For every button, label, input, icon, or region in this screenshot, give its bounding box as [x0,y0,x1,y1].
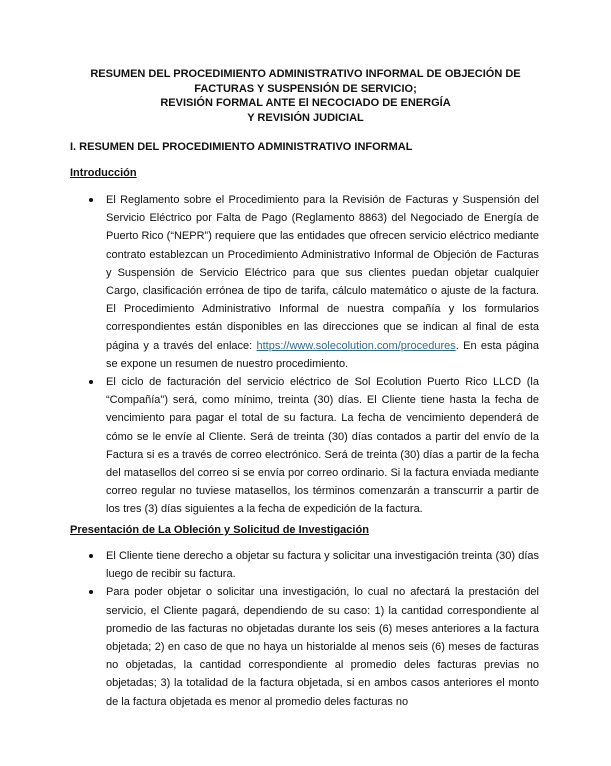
intro-heading: Introducción [70,167,137,179]
intro-item-1-text: El Reglamento sobre el Procedimiento para la Revisión de Facturas y Suspensión del Servicio Eléctrico por Falta de Pago (Reglamento 8863) del Negociado de Energía de Puerto Rico (“NEPR”) requiere que las entidades que ofrecen servicio eléctrico mediante contrato establezcan un Procedimiento Administrativo Informal de Objeción de Facturas y Suspensión de Servicio Eléctrico para que sus clientes puedan objetar cualquier Cargo, clasificación errónea de tipo de tarifa, cálculo matemático o ajuste de la factura. El Procedimiento Administrativo Informal de nuestra compañía y los formularios correspondientes están disponibles en las direcciones que se indican al final de esta página y a través del enlace: [106,194,539,352]
section-heading: I. RESUMEN DEL PROCEDIMIENTO ADMINISTRATIVO INFORMAL [70,141,413,153]
presentation-list [106,547,539,711]
intro-list [106,191,539,519]
list-item [106,191,539,373]
list-item: El ciclo de facturación del servicio eléctrico de Sol Ecolution Puerto Rico LLCD (la “Compañía") será, como mínimo, treinta (30) días. El Cliente tiene hasta la fecha de vencimiento para pagar el total de su factura. La fecha de vencimiento dependerá de cómo se le envíe al Cliente. Será de treinta (30) días contados a partir del envío de la Factura si es a través de correo electrónico. Será de treinta (30) días a partir de la fecha del matasellos del correo si se envía por correo ordinario. Si la factura enviada mediante correo regular no tuviese matasellos, los términos comenzarán a transcurrir a partir de los tres (3) días siguientes a la fecha de expedición de la factura. [106,373,539,519]
title-line-2: FACTURAS Y SUSPENSIÓN DE SERVICIO; [194,82,417,95]
list-item: El Cliente tiene derecho a objetar su factura y solicitar una investigación treinta (30) días luego de recibir su factura. [106,547,539,583]
title-line-4: Y REVISIÓN JUDICIAL [247,111,364,124]
document-title [70,67,541,125]
procedures-link[interactable]: https://www.solecolution.com/procedures [256,339,456,352]
title-line-1: RESUMEN DEL PROCEDIMIENTO ADMINISTRATIVO INFORMAL DE OBJECIÓN DE [90,68,521,80]
intro-item-1-text-end: . En esta página se expone un resumen de nuestro procedimiento. [106,339,539,370]
title-line-3: REVISIÓN FORMAL ANTE El NECOCIADO DE ENERGÍA [160,97,451,109]
list-item: Para poder objetar o solicitar una investigación, lo cual no afectará la prestación del servicio, el Cliente pagará, dependiendo de su caso: 1) la cantidad correspondiente al promedio de las facturas no objetadas durante los seis (6) meses anteriores a la factura objetada; 2) en caso de que no haya un historialde al menos seis (6) meses de facturas no objetadas, la cantidad correspondiente al promedio deles facturas previas no objetadas; 3) la totalidad de la factura objetada, si en ambos casos anteriores el monto de la factura objetada es menor al promedio deles facturas no [106,583,539,710]
presentation-heading: Presentación de La Obleción y Solicitud de Investigación [70,524,369,536]
